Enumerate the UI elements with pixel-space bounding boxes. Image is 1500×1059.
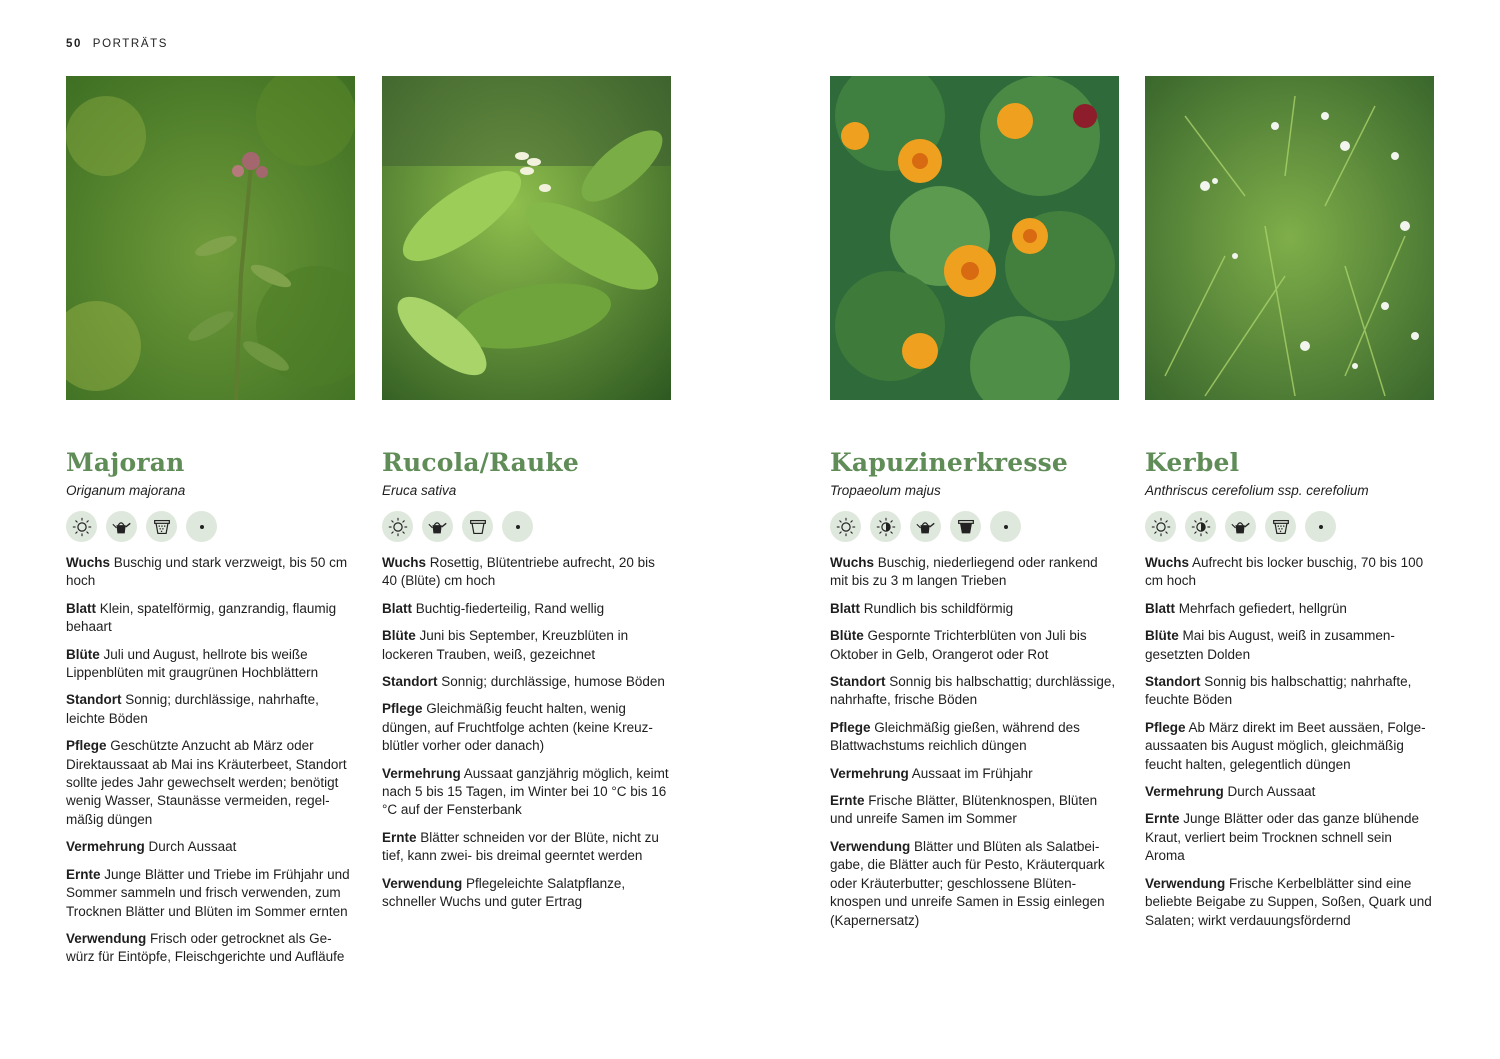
entry-vermehrung: Vermehrung Aussaat ganzjährig möglich, keimt nach 5 bis 15 Tagen, im Winter bei 10 °C bis 16 °C auf der Fensterbank	[382, 765, 669, 818]
plant-latin-name: Eruca sativa	[382, 483, 457, 498]
care-icons	[66, 511, 355, 542]
entry-wuchs: Wuchs Aufrecht bis locker buschig, 70 bis 100 cm hoch	[1145, 555, 1424, 589]
seed-icon	[990, 511, 1021, 542]
plant-portrait-kapuzinerkresse	[830, 76, 1119, 939]
entry-verwendung: Verwendung Pflegeleichte Salatpflanze, schneller Wuchs und guter Ertrag	[382, 875, 626, 910]
entry-verwendung: Verwendung Frische Kerbelblätter sind eine beliebte Beigabe zu Suppen, Soßen, Quark und Salaten; wirkt verdauungsfördernd	[1145, 875, 1432, 928]
plant-photo	[382, 76, 671, 400]
entry-standort: Standort Sonnig; durchlässige, humose Böden	[382, 674, 665, 690]
entry-pflege: Pflege Gleichmäßig gießen, während des Blattwachstums reichlich düngen	[830, 719, 1080, 754]
care-icons	[830, 511, 1119, 542]
plant-description	[66, 554, 355, 967]
plant-name: Kapuzinerkresse	[830, 448, 1068, 477]
watering-can-icon	[1225, 511, 1256, 542]
entry-wuchs: Wuchs Buschig, niederliegend oder rankend mit bis zu 3 m langen Trieben	[830, 555, 1098, 589]
watering-can-icon	[910, 511, 941, 542]
plant-name: Majoran	[66, 448, 185, 477]
plant-photo	[66, 76, 355, 400]
entry-vermehrung: Vermehrung Durch Aussaat	[66, 839, 237, 855]
entry-pflege: Pflege Gleichmäßig feucht halten, wenig düngen, auf Fruchtfolge achten (keine Kreuzblütler vorher oder danach)	[382, 701, 653, 754]
care-icons	[382, 511, 671, 542]
sun-icon	[66, 511, 97, 542]
half-shade-icon	[1185, 511, 1216, 542]
care-icons	[1145, 511, 1434, 542]
entry-wuchs: Wuchs Buschig und stark verzweigt, bis 50 cm hoch	[66, 555, 348, 589]
plant-description	[1145, 554, 1434, 930]
plant-portrait-kerbel	[1145, 76, 1434, 939]
pot-drainage-icon	[1265, 511, 1296, 542]
plant-description	[830, 554, 1119, 930]
sun-icon	[382, 511, 413, 542]
plant-name: Kerbel	[1145, 448, 1240, 477]
pot-drainage-icon	[146, 511, 177, 542]
page-header	[66, 38, 168, 50]
plant-portrait-rucola	[382, 76, 671, 921]
entry-pflege: Pflege Geschützte Anzucht ab März oder Direktaussaat ab Mai ins Kräuterbeet, Standort sollte jedes Jahr gewechselt werden; benötigt wenig Wasser, Staunässe vermeiden, regelmäßig düngen	[66, 738, 347, 827]
page-number: 50	[66, 38, 82, 50]
seed-icon	[1305, 511, 1336, 542]
section-title: PORTRÄTS	[92, 38, 169, 50]
plant-portrait-majoran	[66, 76, 355, 976]
pot-filled-icon	[950, 511, 981, 542]
plant-description	[382, 554, 671, 912]
plant-latin-name: Tropaeolum majus	[830, 483, 941, 498]
entry-blatt: Blatt Buchtig-fiederteilig, Rand wellig	[382, 600, 605, 616]
entry-blatt: Blatt Rundlich bis schildförmig	[830, 600, 1014, 616]
plant-latin-name: Origanum majorana	[66, 483, 186, 498]
entry-standort: Standort Sonnig; durchlässige, nahrhafte, leichte Böden	[66, 692, 319, 726]
entry-blatt: Blatt Klein, spatelförmig, ganzrandig, flaumig behaart	[66, 600, 337, 635]
plant-name: Rucola/Rauke	[382, 448, 580, 477]
entry-bluete: Blüte Mai bis August, weiß in zusammengesetzten Dolden	[1145, 628, 1395, 662]
watering-can-icon	[422, 511, 453, 542]
entry-ernte: Ernte Junge Blätter und Triebe im Frühjahr und Sommer sammeln und frisch verwenden, zum Trocknen Blätter und Blüten im Sommer ernten	[66, 866, 350, 919]
entry-wuchs: Wuchs Rosettig, Blütentriebe aufrecht, 20 bis 40 (Blüte) cm hoch	[382, 555, 655, 589]
entry-ernte: Ernte Blätter schneiden vor der Blüte, nicht zu tief, kann zwei- bis dreimal geerntet werden	[382, 829, 659, 864]
plant-photo	[1145, 76, 1434, 400]
half-shade-icon	[870, 511, 901, 542]
entry-standort: Standort Sonnig bis halbschattig; nahrhafte, feuchte Böden	[1145, 674, 1412, 708]
entry-ernte: Ernte Junge Blätter oder das ganze blühende Kraut, verliert beim Trocknen schnell sein Aroma	[1145, 811, 1419, 864]
entry-standort: Standort Sonnig bis halbschattig; durchlässige, nahrhafte, frische Böden	[830, 674, 1116, 708]
watering-can-icon	[106, 511, 137, 542]
plant-latin-name: Anthriscus cerefolium ssp. cerefolium	[1145, 483, 1369, 498]
entry-ernte: Ernte Frische Blätter, Blütenknospen, Blüten und unreife Samen im Sommer	[830, 793, 1098, 827]
entry-bluete: Blüte Gespornte Trichterblüten von Juli bis Oktober in Gelb, Orangerot oder Rot	[830, 628, 1087, 662]
entry-vermehrung: Vermehrung Durch Aussaat	[1145, 784, 1316, 800]
entry-pflege: Pflege Ab März direkt im Beet aussäen, Folgeaussaaten bis August möglich, gleichmäßig feucht halten, gelegentlich düngen	[1145, 719, 1426, 772]
seed-icon	[186, 511, 217, 542]
entry-blatt: Blatt Mehrfach gefiedert, hellgrün	[1145, 600, 1347, 616]
seed-icon	[502, 511, 533, 542]
entry-verwendung: Verwendung Frisch oder getrocknet als Gewürz für Eintöpfe, Fleischgerichte und Aufläufe	[66, 930, 345, 965]
pot-icon	[462, 511, 493, 542]
sun-icon	[830, 511, 861, 542]
entry-bluete: Blüte Juli und August, hellrote bis weiße Lippenblüten mit graugrünen Hochblättern	[66, 646, 319, 681]
entry-vermehrung: Vermehrung Aussaat im Frühjahr	[830, 765, 1033, 781]
entry-bluete: Blüte Juni bis September, Kreuzblüten in lockeren Trauben, weiß, gezeichnet	[382, 628, 629, 662]
entry-verwendung: Verwendung Blätter und Blüten als Salatbeigabe, die Blätter auch für Pesto, Kräuterquark oder Kräuterbutter; geschlossene Blütenknospen und unreife Samen in Essig einlegen (Kapernersatz)	[830, 838, 1105, 928]
sun-icon	[1145, 511, 1176, 542]
plant-photo	[830, 76, 1119, 400]
